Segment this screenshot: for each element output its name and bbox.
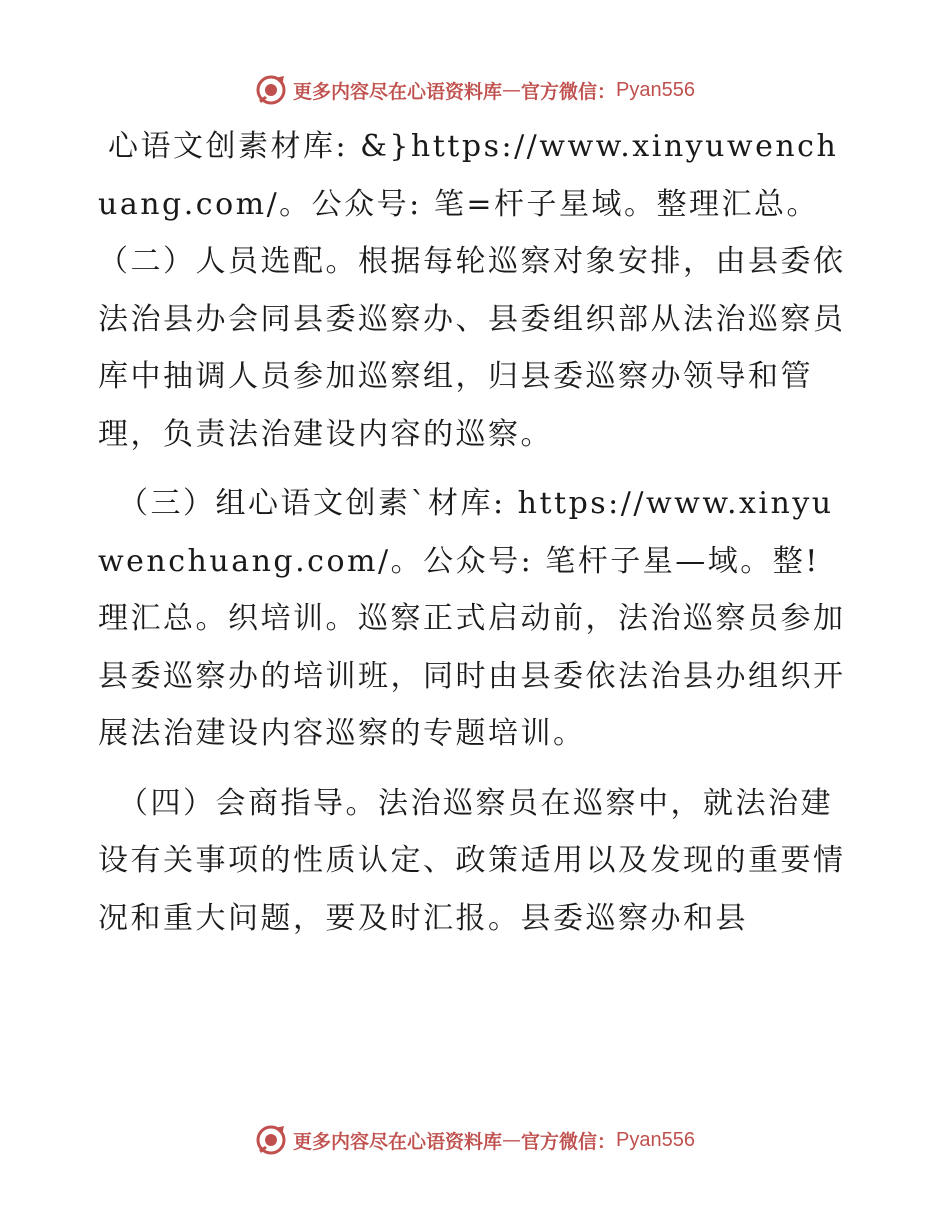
- banner-official-label: 官方微信：: [521, 1130, 617, 1153]
- banner-official-label: 官方微信：: [521, 80, 617, 103]
- banner-separator: —: [502, 79, 522, 101]
- banner-brand-text: 更多内容尽在心语资料库: [293, 80, 503, 103]
- banner-wechat-id: Pyan556: [616, 78, 695, 101]
- pen-seal-icon: [255, 1124, 287, 1156]
- paragraph-training: （三）组心语文创素`材库: https://www.xinyuwenchuang.com/。公众号: 笔杆子星—域。整! 理汇总。织培训。巡察正式启动前，法治巡察员参加县委巡察办的培训班，同时由县委依法治县办组织开展法治建设内容巡察的专题培训。: [98, 486, 846, 751]
- paragraph-personnel-selection: 心语文创素材库: &}https://www.xinyuwenchuang.com/。公众号: 笔=杆子星域。整理汇总。（二）人员选配。根据每轮巡察对象安排，由县委依法治县办会同县委巡察办、县委组织部从法治巡察员库中抽调人员参加巡察组，归县委巡察办领导和管理，负责法治建设内容的巡察。: [98, 129, 846, 452]
- paragraph-consultation: （四）会商指导。法治巡察员在巡察中，就法治建设有关事项的性质认定、政策适用以及发现的重要情况和重大问题，要及时汇报。县委巡察办和县: [98, 785, 846, 936]
- footer-watermark-banner: [0, 1120, 950, 1160]
- document-body: [98, 118, 853, 947]
- banner-separator: —: [502, 1129, 522, 1151]
- pen-seal-icon: [255, 74, 287, 106]
- banner-wechat-id: Pyan556: [616, 1128, 695, 1151]
- header-watermark-banner: [0, 70, 950, 110]
- banner-brand-text: 更多内容尽在心语资料库: [293, 1130, 503, 1153]
